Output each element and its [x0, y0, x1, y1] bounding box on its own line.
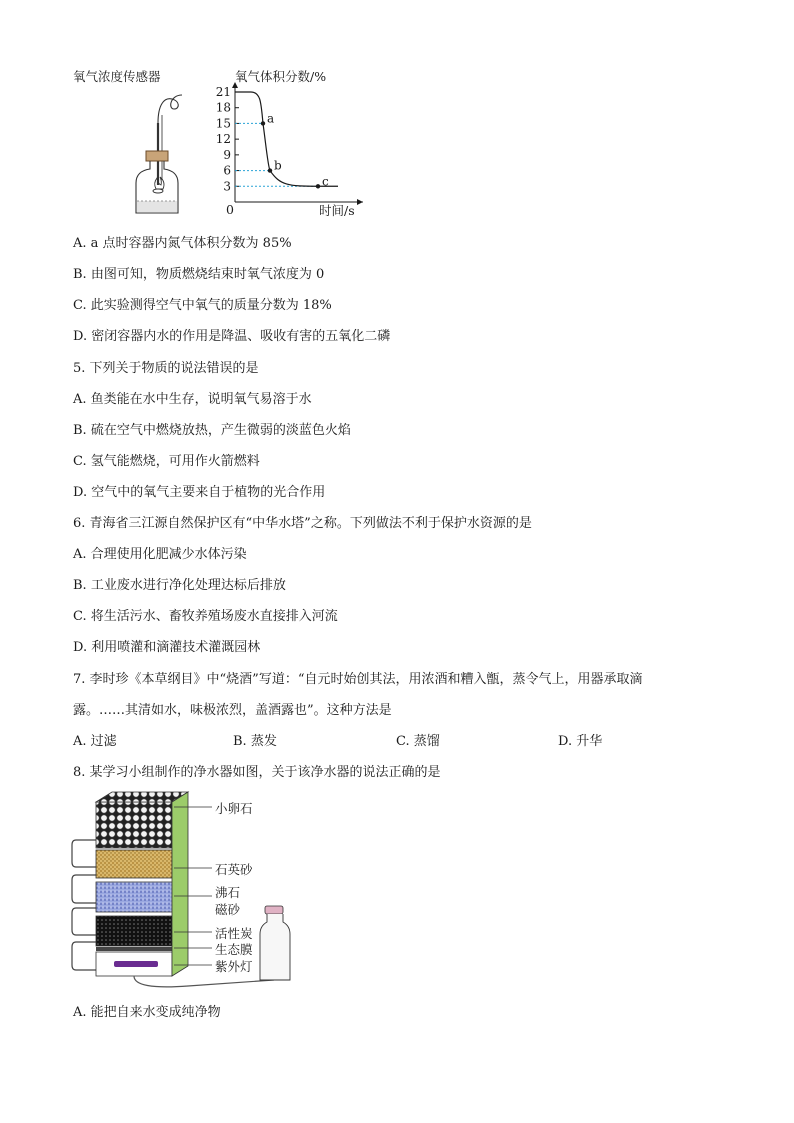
label-pebble: 小卵石	[215, 801, 253, 816]
chart-xlabel: 时间/s	[319, 203, 355, 218]
chart-ylabel: 氧气体积分数/%	[235, 69, 327, 84]
q4-option-c: C. 此实验测得空气中氧气的质量分数为 18%	[73, 298, 332, 313]
activated-carbon-layer	[96, 916, 172, 946]
flame-icon	[155, 177, 164, 189]
y-tick-label: 21	[215, 85, 231, 99]
y-tick-label: 18	[215, 100, 231, 115]
y-tick-label: 12	[215, 132, 231, 147]
outlet-tube	[134, 976, 274, 987]
pebble-layer	[96, 802, 172, 848]
sensor-label: 氧气浓度传感器	[73, 69, 161, 84]
oxygen-chart	[205, 62, 370, 224]
uv-lamp	[114, 961, 158, 967]
y-tick-label: 15	[215, 116, 231, 131]
q6-stem: 6. 青海省三江源自然保护区有“中华水塔”之称。下列做法不利于保护水资源的是	[73, 516, 532, 531]
q7-option-c: C. 蒸馏	[396, 734, 440, 749]
water	[137, 201, 177, 212]
q5-option-d: D. 空气中的氧气主要来自于植物的光合作用	[73, 485, 326, 500]
q5-option-a: A. 鱼类能在水中生存，说明氧气易溶于水	[73, 392, 312, 407]
collection-bottle	[260, 914, 290, 980]
label-magnetic-sand: 磁砂	[215, 902, 241, 917]
q8-option-a: A. 能把自来水变成纯净物	[73, 1005, 221, 1020]
y-tick-label: 6	[223, 163, 231, 178]
water-purifier-figure	[68, 790, 308, 995]
q7-stem-line1: 7. 李时珍《本草纲目》中“烧酒”写道：“自元时始创其法，用浓酒和糟入甑，蒸令气上，用器承取滴	[73, 672, 643, 687]
q6-option-b: B. 工业废水进行净化处理达标后排放	[73, 578, 286, 593]
chart-origin: 0	[226, 202, 234, 217]
y-tick-label: 3	[223, 179, 231, 194]
combustion-spoon	[153, 189, 163, 193]
label-activated-carbon: 活性炭	[215, 926, 253, 941]
glass-panel	[172, 792, 188, 976]
stopper	[146, 151, 168, 161]
chart-yticks	[216, 85, 239, 193]
q7-stem-line2: 露。……其清如水，味极浓烈，盖酒露也”。这种方法是	[73, 703, 392, 718]
q8-stem: 8. 某学习小组制作的净水器如图，关于该净水器的说法正确的是	[73, 765, 441, 780]
label-uv-lamp: 紫外灯	[215, 959, 253, 974]
point-label: a	[267, 111, 275, 126]
data-point	[316, 184, 320, 188]
q5-option-c: C. 氢气能燃烧，可用作火箭燃料	[73, 454, 260, 469]
quartz-sand-layer	[96, 850, 172, 878]
data-point	[268, 168, 272, 172]
point-label: c	[322, 174, 329, 189]
point-label: b	[274, 158, 282, 173]
q4-option-b: B. 由图可知，物质燃烧结束时氧气浓度为 0	[73, 267, 325, 282]
q6-option-a: A. 合理使用化肥减少水体污染	[73, 547, 247, 562]
oxygen-curve	[235, 92, 338, 189]
x-axis-arrow	[357, 199, 363, 205]
chart-points	[261, 111, 329, 188]
q7-option-a: A. 过滤	[73, 734, 117, 749]
q7-option-d: D. 升华	[558, 734, 603, 749]
eco-membrane-layer	[96, 947, 172, 951]
y-tick-label: 9	[223, 147, 231, 162]
q4-option-d: D. 密闭容器内水的作用是降温、吸收有害的五氧化二磷	[73, 329, 391, 344]
zeolite-layer	[96, 882, 172, 912]
chart-guide-lines	[235, 123, 318, 186]
q6-option-c: C. 将生活污水、畜牧养殖场废水直接排入河流	[73, 609, 338, 624]
label-eco-membrane: 生态膜	[215, 942, 253, 957]
label-zeolite: 沸石	[215, 885, 241, 900]
sensor-apparatus-figure	[120, 85, 215, 220]
q5-stem: 5. 下列关于物质的说法错误的是	[73, 361, 259, 376]
q6-option-d: D. 利用喷灌和滴灌技术灌溉园林	[73, 640, 261, 655]
q5-option-b: B. 硫在空气中燃烧放热，产生微弱的淡蓝色火焰	[73, 423, 351, 438]
label-quartz-sand: 石英砂	[215, 862, 253, 877]
data-point	[261, 121, 265, 125]
q7-option-b: B. 蒸发	[233, 734, 277, 749]
bottle-cap	[265, 906, 283, 914]
q4-option-a: A. a 点时容器内氮气体积分数为 85%	[73, 236, 292, 251]
